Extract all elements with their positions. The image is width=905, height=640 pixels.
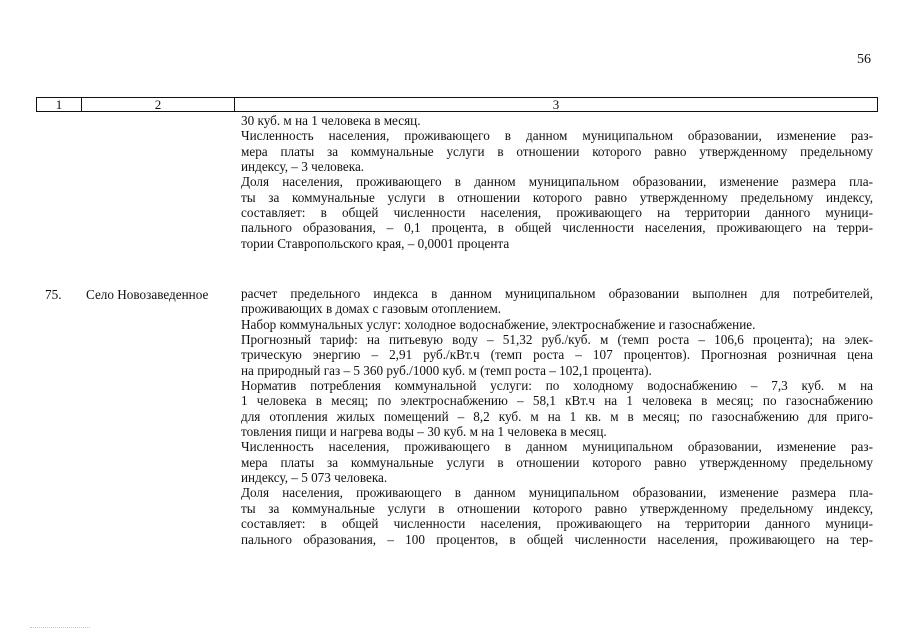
text-line: для отопления жилых помещений – 8,2 куб. м на 1 кв. м в месяц; по газоснабжению для приго- (241, 408, 873, 424)
row-number: 75. (45, 287, 62, 302)
table-header-col-1: 1 (37, 98, 82, 111)
text-line: проживающих в домах с газовым отоплением. (241, 301, 502, 317)
table-header-col-2: 2 (82, 98, 235, 111)
text-line: Доля населения, проживающего в данном муниципальном образовании, изменение размера пла- (241, 174, 873, 190)
continuation-text (241, 113, 873, 251)
text-line: тории Ставропольского края, – 0,0001 процента (241, 235, 510, 251)
text-line: товления пищи и нагрева воды – 30 куб. м на 1 человека в месяц. (241, 424, 607, 440)
text-line: Норматив потребления коммунальной услуги: по холодному водоснабжению – 7,3 куб. м на (241, 378, 873, 394)
text-line: Прогнозный тариф: на питьевую воду – 51,32 руб./куб. м (темп роста – 106,6 процента); на элек- (241, 332, 873, 348)
text-line: трическую энергию – 2,91 руб./кВт.ч (темп роста – 107 процентов). Прогнозная розничная цена (241, 347, 873, 363)
text-line: мера платы за коммунальные услуги в отношении которого равно утвержденному предельному (241, 143, 873, 159)
row-75-text (241, 286, 873, 547)
text-line: Численность населения, проживающего в данном муниципальном образовании, изменение раз- (241, 128, 873, 144)
scan-artifact (30, 627, 90, 630)
text-line: ты за коммунальные услуги в отношении которого равно утвержденному предельному индексу, (241, 500, 873, 516)
text-line: Набор коммунальных услуг: холодное водоснабжение, электроснабжение и газоснабжение. (241, 316, 756, 332)
text-line: составляет: в общей численности населения, проживающего на территории данного муници- (241, 205, 873, 221)
text-line: 1 человека в месяц; по электроснабжению – 58,1 кВт.ч на 1 человека в месяц; по газоснабжению (241, 393, 873, 409)
text-line: составляет: в общей численности населения, проживающего на территории данного муници- (241, 516, 873, 532)
table-header-row (36, 97, 878, 112)
text-line: пального образования, – 100 процентов, в общей численности населения, проживающего на тер- (241, 531, 873, 547)
text-line: индексу, – 3 человека. (241, 159, 365, 175)
page-number: 56 (857, 52, 871, 67)
text-line: пального образования, – 0,1 процента, в общей численности населения, проживающего на терри- (241, 220, 873, 236)
text-line: ты за коммунальные услуги в отношении которого равно утвержденному предельному индексу, (241, 189, 873, 205)
table-header-col-3: 3 (552, 97, 560, 112)
text-line: индексу, – 5 073 человека. (241, 470, 388, 486)
text-line: 30 куб. м на 1 человека в месяц. (241, 113, 421, 128)
text-line: мера платы за коммунальные услуги в отношении которого равно утвержденному предельному (241, 454, 873, 470)
text-line: расчет предельного индекса в данном муниципальном образовании выполнен для потребителей, (241, 286, 873, 301)
text-line: на природный газ – 5 360 руб./1000 куб. м (темп роста – 102,1 процента). (241, 362, 652, 378)
text-line: Доля населения, проживающего в данном муниципальном образовании, изменение размера пла- (241, 485, 873, 501)
text-line: Численность населения, проживающего в данном муниципальном образовании, изменение раз- (241, 439, 873, 455)
row-municipality-name: Село Новозаведенное (86, 287, 209, 302)
